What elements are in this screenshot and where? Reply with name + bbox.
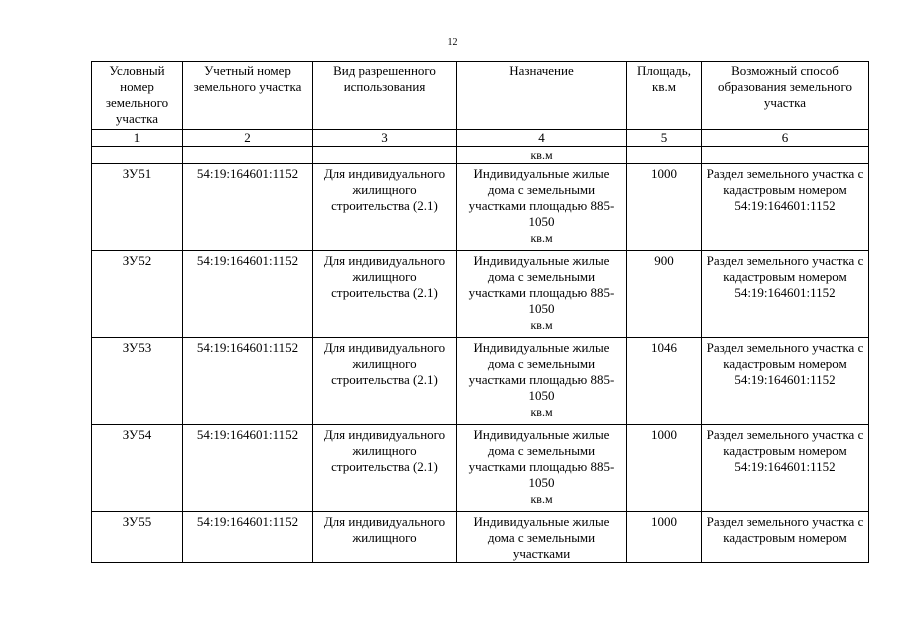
header-formation-method: Возможный способ образования земельного участка — [702, 62, 869, 130]
plot-id: ЗУ52 — [92, 251, 183, 338]
page-number: 12 — [447, 37, 458, 48]
purpose — [457, 338, 627, 425]
formation-method: Раздел земельного участка с кадастровым номером 54:19:164601:1152 — [702, 425, 869, 512]
purpose-tail: кв.м — [530, 318, 553, 332]
table-row — [92, 164, 869, 251]
table-row — [92, 512, 869, 563]
area: 1000 — [627, 164, 702, 251]
permitted-use: Для индивидуального жилищного строительства (2.1) — [313, 251, 457, 338]
header-row — [92, 62, 869, 130]
formation-method: Раздел земельного участка с кадастровым номером — [702, 512, 869, 563]
purpose-tail: кв.м — [530, 231, 553, 245]
continuation-cell — [183, 147, 313, 164]
permitted-use: Для индивидуального жилищного строительства (2.1) — [313, 164, 457, 251]
column-number: 1 — [92, 130, 183, 147]
table-row — [92, 425, 869, 512]
continuation-cell — [702, 147, 869, 164]
purpose-text: Индивидуальные жилые дома с земельными участками площадью 885-1050 — [468, 427, 615, 490]
column-number: 5 — [627, 130, 702, 147]
header-cadastral-number: Учетный номер земельного участка — [183, 62, 313, 130]
continuation-cell — [627, 147, 702, 164]
column-number: 6 — [702, 130, 869, 147]
purpose — [457, 164, 627, 251]
cadastral-number: 54:19:164601:1152 — [183, 512, 313, 563]
purpose — [457, 251, 627, 338]
continuation-row — [92, 147, 869, 164]
cadastral-number: 54:19:164601:1152 — [183, 251, 313, 338]
purpose-tail: кв.м — [530, 492, 553, 506]
area: 1046 — [627, 338, 702, 425]
formation-method: Раздел земельного участка с кадастровым номером 54:19:164601:1152 — [702, 251, 869, 338]
header-permitted-use: Вид разрешенного использования — [313, 62, 457, 130]
purpose: Индивидуальные жилые дома с земельными участками — [457, 512, 627, 563]
continuation-cell — [313, 147, 457, 164]
permitted-use: Для индивидуального жилищного строительства (2.1) — [313, 425, 457, 512]
area: 900 — [627, 251, 702, 338]
continuation-purpose-tail: кв.м — [457, 147, 627, 164]
land-plots-table — [91, 61, 869, 563]
header-purpose: Назначение — [457, 62, 627, 130]
table-row — [92, 251, 869, 338]
purpose-text: Индивидуальные жилые дома с земельными участками площадью 885-1050 — [468, 340, 615, 403]
header-plot-id: Условный номер земельного участка — [92, 62, 183, 130]
area: 1000 — [627, 425, 702, 512]
plot-id: ЗУ55 — [92, 512, 183, 563]
table-row — [92, 338, 869, 425]
column-number: 4 — [457, 130, 627, 147]
formation-method: Раздел земельного участка с кадастровым номером 54:19:164601:1152 — [702, 164, 869, 251]
purpose-tail: кв.м — [530, 405, 553, 419]
plot-id: ЗУ53 — [92, 338, 183, 425]
continuation-cell — [92, 147, 183, 164]
permitted-use: Для индивидуального жилищного — [313, 512, 457, 563]
column-number: 3 — [313, 130, 457, 147]
plot-id: ЗУ54 — [92, 425, 183, 512]
header-area: Площадь, кв.м — [627, 62, 702, 130]
cadastral-number: 54:19:164601:1152 — [183, 338, 313, 425]
area: 1000 — [627, 512, 702, 563]
purpose-text: Индивидуальные жилые дома с земельными участками площадью 885-1050 — [468, 253, 615, 316]
formation-method: Раздел земельного участка с кадастровым номером 54:19:164601:1152 — [702, 338, 869, 425]
purpose-text: Индивидуальные жилые дома с земельными участками площадью 885-1050 — [468, 166, 615, 229]
column-number: 2 — [183, 130, 313, 147]
column-number-row — [92, 130, 869, 147]
cadastral-number: 54:19:164601:1152 — [183, 164, 313, 251]
cadastral-number: 54:19:164601:1152 — [183, 425, 313, 512]
permitted-use: Для индивидуального жилищного строительства (2.1) — [313, 338, 457, 425]
purpose — [457, 425, 627, 512]
plot-id: ЗУ51 — [92, 164, 183, 251]
